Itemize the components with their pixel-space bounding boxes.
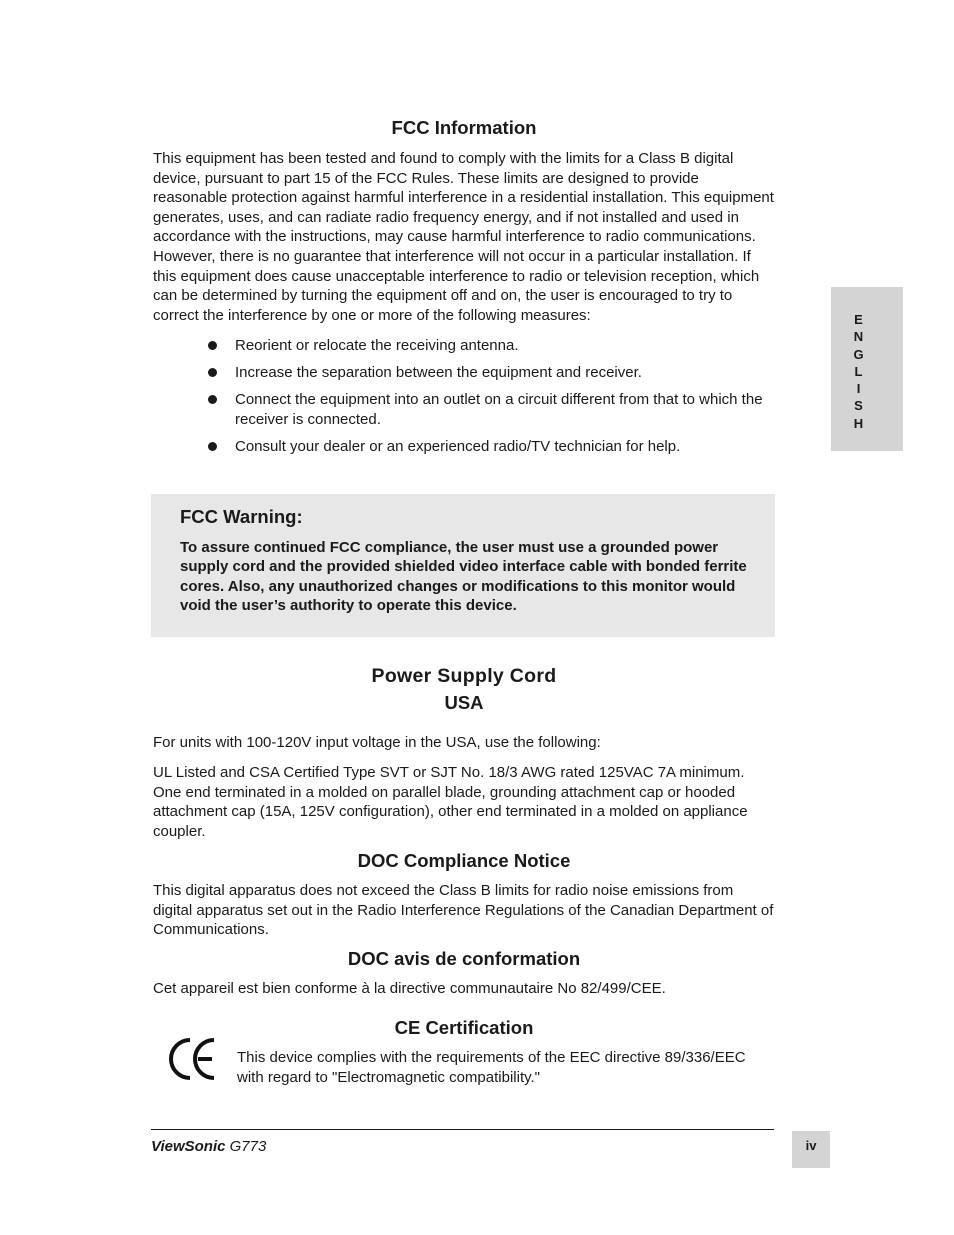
language-letter: H [853, 415, 864, 431]
list-item-text: Connect the equipment into an outlet on a circuit different from that to which the receiver is connected. [235, 391, 763, 428]
footer-divider [151, 1129, 774, 1130]
model-name: G773 [229, 1138, 267, 1155]
page-number: iv [805, 1138, 817, 1153]
usa-subheading: USA [444, 692, 484, 713]
bullet-icon [208, 442, 217, 451]
bullet-icon [208, 341, 217, 350]
language-letter: N [853, 329, 864, 345]
fcc-warning-heading: FCC Warning: [180, 506, 303, 527]
fcc-warning-text: To assure continued FCC compliance, the user must use a grounded power supply cord and the provided shielded video interface cable with bonded ferrite cores. Also, any unauthorized changes or modifications to this monitor would void the user’s authority to operate this device. [180, 539, 747, 615]
list-item [205, 336, 777, 356]
power-supply-spec: UL Listed and CSA Certified Type SVT or SJT No. 18/3 AWG rated 125VAC 7A minimum. One end terminated in a molded on parallel blade, grounding attachment cap or hooded attachment cap (15A, 125V configuration), other end terminated in a molded on appliance coupler. [153, 764, 748, 840]
language-letter: S [854, 398, 863, 414]
list-item [205, 437, 777, 457]
power-supply-intro: For units with 100-120V input voltage in the USA, use the following: [153, 734, 601, 751]
ce-mark-icon [168, 1034, 218, 1084]
ce-certification-paragraph: This device complies with the requirements of the EEC directive 89/336/EEC with regard to "Electromagnetic compatibility." [237, 1049, 746, 1086]
language-tab [831, 287, 903, 451]
language-label [831, 311, 886, 432]
power-supply-cord-heading: Power Supply Cord [371, 665, 557, 687]
bullet-icon [208, 395, 217, 404]
list-item-text: Increase the separation between the equipment and receiver. [235, 364, 642, 382]
brand-name: ViewSonic [151, 1138, 226, 1155]
fcc-information-heading: FCC Information [391, 117, 537, 138]
doc-compliance-paragraph: This digital apparatus does not exceed the Class B limits for radio noise emissions from digital apparatus set out in the Radio Interference Regulations of the Canadian Department of Communications. [153, 882, 774, 939]
fcc-warning-box [151, 494, 775, 637]
list-item [205, 363, 777, 383]
footer-product [151, 1138, 266, 1155]
doc-avis-heading: DOC avis de conformation [347, 948, 581, 969]
language-letter: E [854, 312, 863, 327]
doc-compliance-heading: DOC Compliance Notice [357, 850, 571, 871]
language-letter: L [854, 363, 863, 379]
ce-certification-heading: CE Certification [394, 1017, 534, 1038]
doc-avis-paragraph: Cet appareil est bien conforme à la directive communautaire No 82/499/CEE. [153, 980, 666, 997]
list-item [205, 390, 777, 429]
language-letter: I [856, 381, 861, 397]
interference-measures-list [205, 336, 777, 464]
language-letter: G [853, 346, 864, 362]
list-item-text: Consult your dealer or an experienced radio/TV technician for help. [235, 438, 681, 456]
page-number-tab [792, 1131, 830, 1168]
bullet-icon [208, 368, 217, 377]
list-item-text: Reorient or relocate the receiving antenna. [235, 337, 519, 354]
fcc-information-paragraph: This equipment has been tested and found to comply with the limits for a Class B digital device, pursuant to part 15 of the FCC Rules. These limits are designed to provide reasonable protection against harmful interference in a residential installation. This equipment generates, uses, and can radiate radio frequency energy, and if not installed and used in accordance with the instructions, may cause harmful interference to radio communications. However, there is no guarantee that interference will not occur in a particular installation. If this equipment does cause unacceptable interference to radio or television reception, which can be determined by turning the equipment off and on, the user is encouraged to try to correct the interference by one or more of the following measures: [153, 150, 774, 324]
